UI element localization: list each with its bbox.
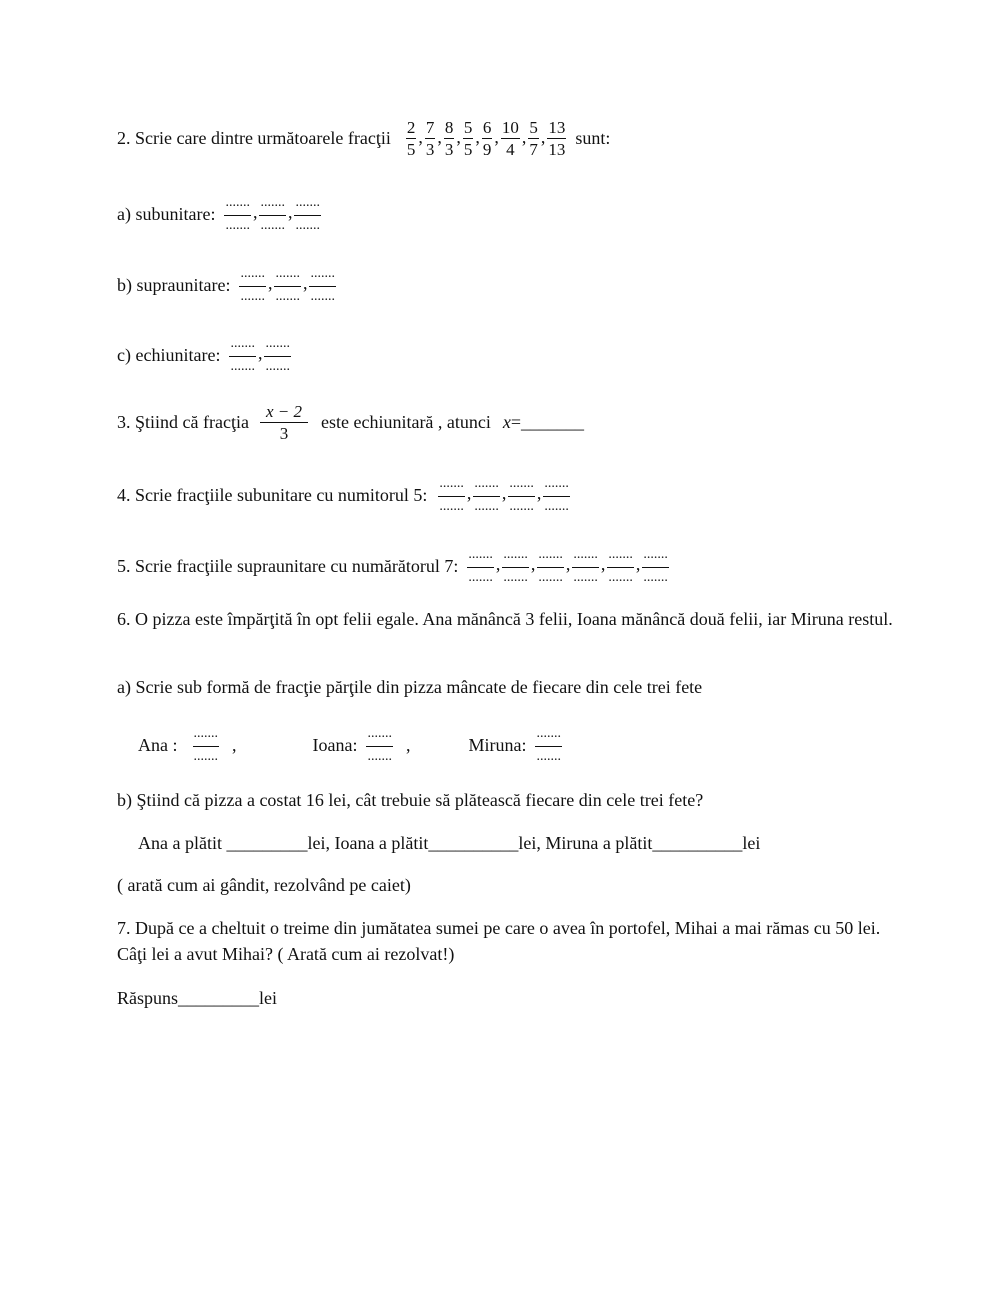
comma-separator: ,	[302, 273, 308, 294]
comma-separator: ,	[521, 126, 527, 147]
blank-fraction[interactable]	[535, 724, 562, 766]
ex2-fraction-denominator: 3	[425, 140, 435, 159]
blank-fraction-denominator[interactable]: .......	[643, 570, 668, 585]
ana-label: Ana :	[138, 734, 178, 755]
ex4-line	[117, 474, 571, 516]
ex2-fraction	[547, 118, 566, 159]
ex2-fraction	[425, 118, 436, 159]
ex2-fraction-numerator: 2	[406, 118, 416, 137]
blank-fraction-numerator[interactable]: .......	[572, 545, 599, 568]
blank-fraction-numerator[interactable]: .......	[467, 545, 494, 568]
ex2-fraction-denominator: 13	[548, 140, 566, 159]
ex6a-text: a) Scrie sub formă de fracţie părţile din pizza mâncate de fiecare din cele trei fete	[117, 677, 703, 697]
ex2-fraction-numerator: 5	[463, 118, 473, 137]
blank-fraction-numerator[interactable]: .......	[607, 545, 634, 568]
blank-fraction-denominator[interactable]: .......	[240, 289, 265, 304]
ex3-var: x	[502, 412, 511, 432]
blank-fraction-denominator[interactable]: .......	[474, 499, 499, 514]
ex2-fraction-denominator: 7	[529, 140, 538, 159]
ex2c-answer-group	[228, 334, 292, 376]
comma-separator: ,	[494, 126, 499, 147]
blank-fraction[interactable]	[274, 264, 301, 306]
blank-fraction[interactable]	[229, 334, 256, 376]
miruna-label: Miruna:	[468, 734, 527, 755]
blank-fraction-numerator[interactable]: .......	[366, 724, 393, 747]
ex6b-paid-line[interactable]: Ana a plătit _________lei, Ioana a plătit__________lei, Miruna a plătit__________lei	[138, 833, 761, 853]
ex2-fraction	[528, 118, 539, 159]
ex2a-label: a) subunitare:	[117, 203, 216, 224]
blank-fraction[interactable]	[264, 334, 291, 376]
ana-comma: ,	[232, 734, 237, 755]
ex2b-line	[117, 264, 337, 306]
comma-separator: ,	[466, 483, 472, 504]
blank-fraction-numerator[interactable]: .......	[264, 334, 291, 357]
blank-fraction-numerator[interactable]: .......	[642, 545, 669, 568]
ex2-fraction	[482, 118, 493, 159]
blank-fraction-denominator[interactable]: .......	[536, 749, 561, 764]
comma-separator: ,	[565, 554, 571, 575]
blank-fraction[interactable]	[473, 474, 500, 516]
ex2-fraction	[444, 118, 455, 159]
blank-fraction-numerator[interactable]: .......	[309, 264, 336, 287]
ex2a-line	[117, 193, 322, 235]
ex2-fraction-numerator: 7	[425, 118, 435, 137]
blank-fraction-denominator[interactable]: .......	[225, 218, 250, 233]
blank-fraction[interactable]	[543, 474, 570, 516]
blank-fraction-denominator[interactable]: .......	[608, 570, 633, 585]
blank-fraction-numerator[interactable]: .......	[229, 334, 256, 357]
ex3-fraction	[260, 402, 308, 443]
comma-separator: ,	[267, 273, 273, 294]
ioana-comma: ,	[405, 734, 411, 755]
comma-separator: ,	[530, 554, 536, 575]
blank-fraction[interactable]	[642, 545, 669, 587]
blank-fraction[interactable]	[502, 545, 529, 587]
blank-fraction-denominator[interactable]: .......	[538, 570, 563, 585]
miruna-fraction-blank	[534, 724, 563, 766]
blank-fraction[interactable]	[193, 724, 220, 766]
blank-fraction[interactable]	[239, 264, 266, 306]
ex7-text: 7. După ce a cheltuit o treime din jumătatea sumei pe care o avea în portofel, Mihai a mai rămas cu 50 lei. Câţi lei a avut Mihai? ( Arată cum ai rezolvat!)	[117, 918, 881, 964]
blank-fraction-denominator[interactable]: .......	[260, 218, 285, 233]
blank-fraction[interactable]	[467, 545, 494, 587]
comma-separator: ,	[495, 554, 501, 575]
blank-fraction-numerator[interactable]: .......	[508, 474, 535, 497]
ex2-fraction-denominator: 5	[463, 140, 473, 159]
blank-fraction[interactable]	[259, 193, 286, 235]
blank-fraction-denominator[interactable]: .......	[573, 570, 598, 585]
ex2-fraction-list	[405, 118, 568, 159]
ex6a-answers	[138, 724, 563, 766]
ex2-fraction-denominator: 3	[444, 140, 454, 159]
blank-fraction-numerator[interactable]: .......	[438, 474, 465, 497]
comma-separator: ,	[536, 483, 542, 504]
ex2-fraction-denominator: 5	[406, 140, 416, 159]
comma-separator: ,	[635, 554, 641, 575]
blank-fraction-denominator[interactable]: .......	[439, 499, 464, 514]
ex2-label: 2. Scrie care dintre următoarele fracţii	[117, 128, 391, 148]
comma-separator: ,	[287, 202, 293, 223]
blank-fraction-denominator[interactable]: .......	[295, 218, 320, 233]
blank-fraction-numerator[interactable]: .......	[537, 545, 564, 568]
ex2-fraction-numerator: 6	[482, 118, 492, 137]
comma-separator: ,	[475, 126, 480, 147]
comma-separator: ,	[540, 126, 546, 147]
ex2-fraction-numerator: 13	[548, 118, 566, 137]
ex2-fraction	[463, 118, 474, 159]
blank-fraction-numerator[interactable]: .......	[259, 193, 286, 216]
ioana-label: Ioana:	[312, 734, 358, 755]
comma-separator: ,	[418, 126, 423, 147]
blank-fraction-numerator[interactable]: .......	[193, 724, 220, 747]
ex2-fraction-numerator: 8	[444, 118, 454, 137]
ex2c-label: c) echiunitare:	[117, 344, 221, 365]
blank-fraction-denominator[interactable]: .......	[265, 359, 290, 374]
ex2-tail: sunt:	[575, 128, 611, 148]
ex3-label: 3. Ştiind că fracţia	[117, 412, 249, 432]
blank-fraction-numerator[interactable]: .......	[502, 545, 529, 568]
ana-fraction-blank	[192, 724, 221, 766]
comma-separator: ,	[252, 202, 258, 223]
blank-fraction-denominator[interactable]: .......	[468, 570, 493, 585]
comma-separator: ,	[257, 343, 263, 364]
ex2a-answer-group	[223, 193, 322, 235]
ex6-note: ( arată cum ai gândit, rezolvând pe caiet)	[117, 875, 411, 895]
ex2b-label: b) supraunitare:	[117, 274, 231, 295]
blank-fraction-denominator[interactable]: .......	[193, 749, 218, 764]
blank-fraction[interactable]	[537, 545, 564, 587]
blank-fraction-numerator[interactable]: .......	[239, 264, 266, 287]
ex3-line	[117, 402, 584, 443]
ex5-answer-group	[466, 545, 670, 587]
ex3-frac-den: 3	[279, 424, 289, 443]
ex3-text: este echiunitară , atunci	[320, 412, 491, 432]
blank-fraction-denominator[interactable]: .......	[503, 570, 528, 585]
blank-fraction-denominator[interactable]: .......	[509, 499, 534, 514]
blank-fraction[interactable]	[224, 193, 251, 235]
blank-fraction[interactable]	[294, 193, 321, 235]
ex2-fraction-numerator: 10	[501, 118, 519, 137]
blank-fraction-denominator[interactable]: .......	[310, 289, 335, 304]
blank-fraction[interactable]	[309, 264, 336, 306]
blank-fraction[interactable]	[366, 724, 393, 766]
ex3-frac-num: x − 2	[265, 402, 302, 421]
ex4-answer-group	[437, 474, 571, 516]
ex2b-answer-group	[238, 264, 337, 306]
blank-fraction-numerator[interactable]: .......	[224, 193, 251, 216]
comma-separator: ,	[437, 126, 442, 147]
ex4-label: 4. Scrie fracţiile subunitare cu numitorul 5:	[117, 484, 428, 505]
ex5-line	[117, 545, 670, 587]
ex5-label: 5. Scrie fracţiile supraunitare cu numărătorul 7:	[117, 555, 459, 576]
ex2-line	[117, 118, 610, 159]
blank-fraction-numerator[interactable]: .......	[535, 724, 562, 747]
blank-fraction[interactable]	[572, 545, 599, 587]
comma-separator: ,	[600, 554, 606, 575]
blank-fraction-denominator[interactable]: .......	[230, 359, 255, 374]
ex6-text: 6. O pizza este împărţită în opt felii egale. Ana mănâncă 3 felii, Ioana mănâncă două felii, iar Miruna restul.	[117, 609, 893, 629]
ex6b-text: b) Ştiind că pizza a costat 16 lei, cât trebuie să plătească fiecare din cele trei fete?	[117, 790, 704, 810]
ex2c-line	[117, 334, 292, 376]
blank-fraction[interactable]	[607, 545, 634, 587]
ioana-fraction-blank	[365, 724, 394, 766]
blank-fraction-numerator[interactable]: .......	[473, 474, 500, 497]
ex2-fraction-numerator: 5	[529, 118, 538, 137]
ex2-fraction	[501, 118, 520, 159]
ex3-answer-blank[interactable]: =_______	[510, 412, 585, 432]
blank-fraction-numerator[interactable]: .......	[543, 474, 570, 497]
ex2-fraction-denominator: 4	[506, 140, 515, 159]
ex7-answer[interactable]: Răspuns_________lei	[117, 988, 277, 1008]
ex2-fraction	[406, 118, 417, 159]
blank-fraction-denominator[interactable]: .......	[275, 289, 300, 304]
ex2-fraction-denominator: 9	[482, 140, 492, 159]
blank-fraction[interactable]	[438, 474, 465, 516]
comma-separator: ,	[501, 483, 507, 504]
blank-fraction-denominator[interactable]: .......	[544, 499, 569, 514]
blank-fraction-numerator[interactable]: .......	[274, 264, 301, 287]
blank-fraction[interactable]	[508, 474, 535, 516]
blank-fraction-denominator[interactable]: .......	[367, 749, 392, 764]
blank-fraction-numerator[interactable]: .......	[294, 193, 321, 216]
comma-separator: ,	[456, 126, 461, 147]
